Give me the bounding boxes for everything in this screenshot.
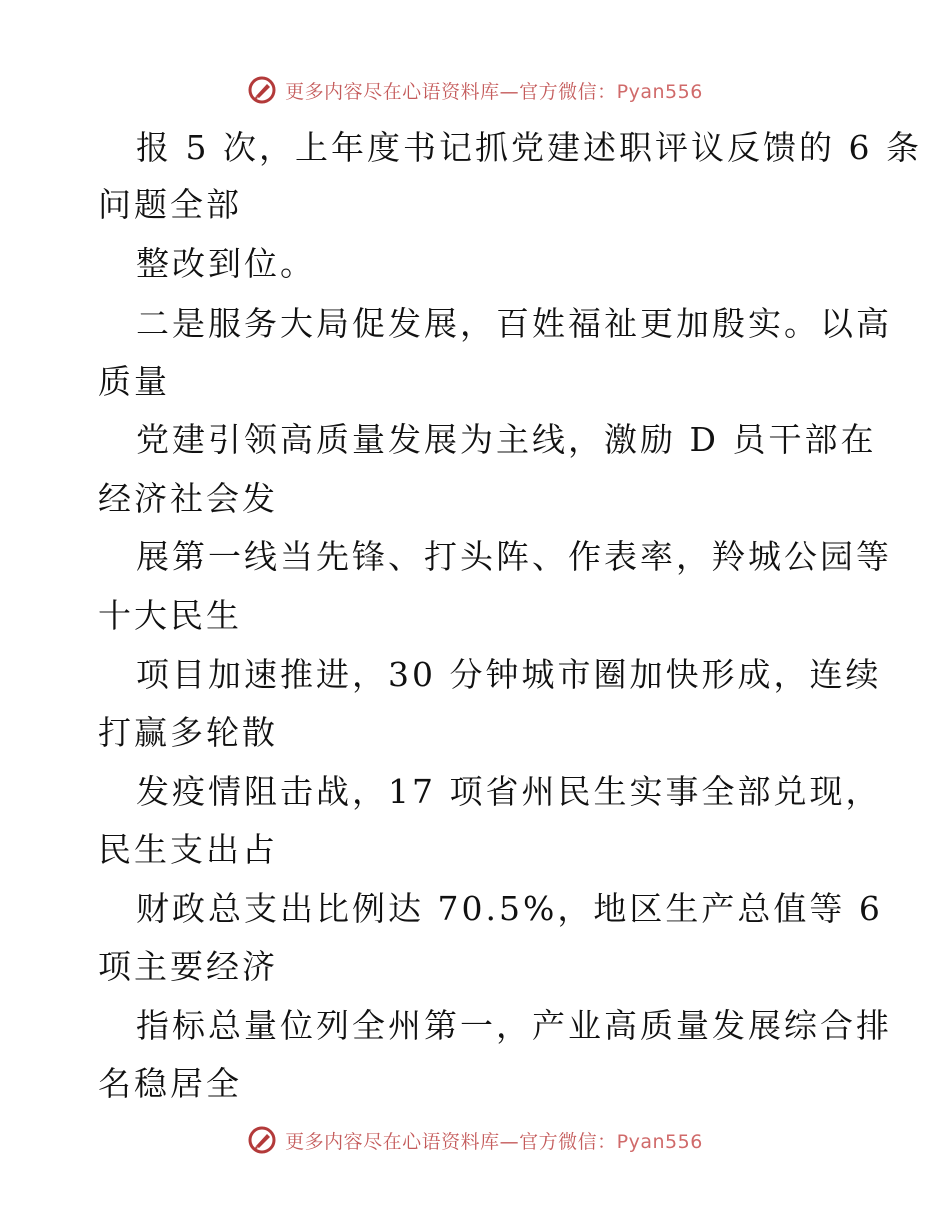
- footer-watermark: [0, 1122, 950, 1158]
- text-line: 名稳居全: [98, 1064, 242, 1103]
- watermark-text: 更多内容尽在心语资料库—官方微信：Pyan556: [285, 80, 703, 103]
- text-line: 质量: [98, 362, 170, 401]
- text-line: 十大民生: [98, 596, 242, 635]
- text-line: 党建引领高质量发展为主线，激励 D 员干部在: [136, 420, 877, 459]
- pen-logo-icon: [247, 75, 277, 105]
- text-line: 经济社会发: [98, 479, 278, 518]
- watermark-text: 更多内容尽在心语资料库—官方微信：Pyan556: [285, 1130, 703, 1153]
- pen-logo-icon: [247, 1125, 277, 1155]
- header-watermark: [0, 72, 950, 108]
- text-line: 民生支出占: [98, 830, 278, 869]
- text-line: 发疫情阻击战，17 项省州民生实事全部兑现，: [136, 772, 882, 811]
- text-line: 指标总量位列全州第一，产业高质量发展综合排: [136, 1006, 892, 1045]
- text-line: 二是服务大局促发展，百姓福祉更加殷实。以高: [136, 304, 892, 343]
- text-line: 报 5 次，上年度书记抓党建述职评议反馈的 6 条: [136, 128, 922, 167]
- text-line: 项目加速推进，30 分钟城市圈加快形成，连续: [136, 655, 882, 694]
- text-line: 财政总支出比例达 70.5%，地区生产总值等 6: [136, 889, 883, 928]
- text-line: 打赢多轮散: [98, 713, 278, 752]
- text-line: 整改到位。: [136, 244, 316, 283]
- text-line: 展第一线当先锋、打头阵、作表率，羚城公园等: [136, 537, 892, 576]
- text-line: 项主要经济: [98, 947, 278, 986]
- text-line: 问题全部: [98, 185, 242, 224]
